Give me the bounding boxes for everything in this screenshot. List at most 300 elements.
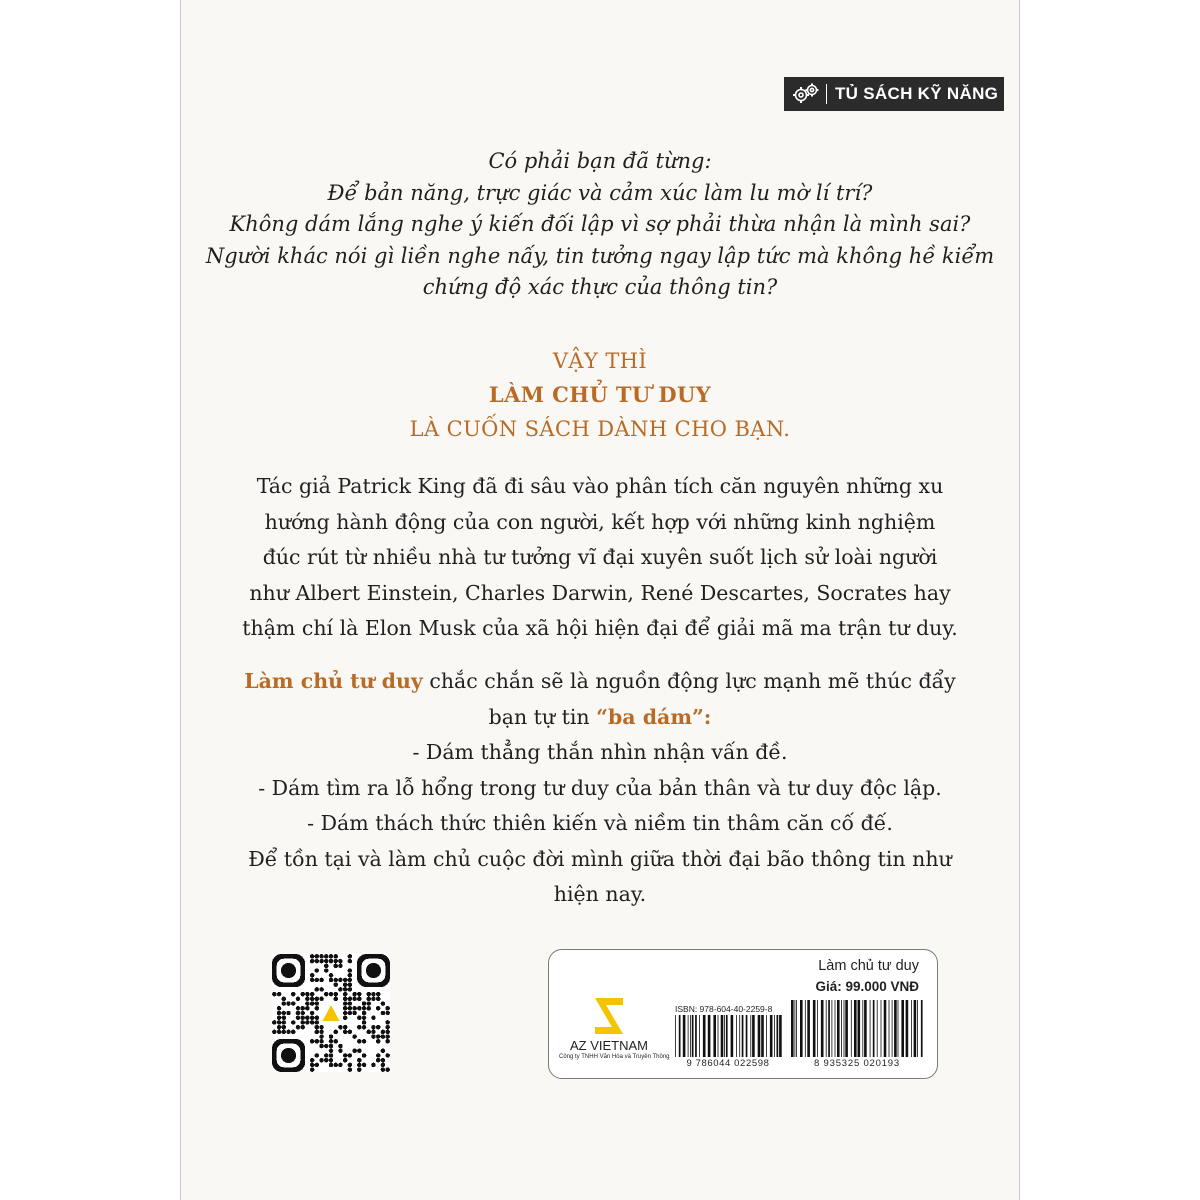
price-label: Giá: 99.000 VNĐ [815, 979, 919, 994]
description-line: hướng hành động của con người, kết hợp với những kinh nghiệm [264, 509, 936, 534]
barcode-bar [858, 1000, 861, 1057]
qr-module [338, 987, 343, 992]
barcode-bar [826, 1000, 827, 1057]
qr-module [272, 1020, 277, 1025]
qr-module [310, 992, 315, 997]
barcode-bar [870, 1000, 871, 1057]
qr-module [319, 1030, 324, 1035]
qr-module [338, 978, 343, 983]
qr-module [305, 1020, 310, 1025]
qr-module [296, 1011, 301, 1016]
barcode-bar [766, 1015, 767, 1057]
qr-module [277, 1011, 282, 1016]
barcode-bar [777, 1015, 779, 1057]
qr-module [338, 1063, 343, 1068]
isbn-digits: 9 786044 022598 [686, 1058, 770, 1069]
publisher-logo [559, 996, 670, 1072]
qr-module [357, 1048, 362, 1053]
qr-module [362, 1020, 367, 1025]
qr-module [352, 997, 357, 1002]
barcode-bar [892, 1000, 893, 1057]
qr-module [376, 992, 381, 997]
callout [200, 344, 1000, 446]
barcode-bar [884, 1000, 887, 1057]
qr-module [348, 954, 353, 959]
barcode-bar [690, 1015, 691, 1057]
qr-module [338, 1025, 343, 1030]
qr-module [300, 1006, 305, 1011]
barcode-bar [881, 1000, 882, 1057]
qr-module [282, 1025, 287, 1030]
qr-module [300, 992, 305, 997]
qr-module [343, 982, 348, 987]
qr-module [385, 1039, 390, 1044]
barcode-bar [699, 1015, 700, 1057]
qr-module [315, 1053, 320, 1058]
qr-module [333, 1030, 338, 1035]
qr-module [362, 1063, 367, 1068]
qr-module [315, 1015, 320, 1020]
qr-module [376, 1006, 381, 1011]
qr-module [343, 1025, 348, 1030]
qr-module [352, 992, 357, 997]
barcode-bar [758, 1015, 761, 1057]
qr-module [343, 1015, 348, 1020]
qr-module [352, 1034, 357, 1039]
qr-module [385, 1025, 390, 1030]
barcode-bar [692, 1015, 694, 1057]
qr-module [296, 1025, 301, 1030]
barcode-bar [683, 1015, 686, 1057]
qr-module [362, 1001, 367, 1006]
qr-module [324, 1058, 329, 1063]
qr-module [366, 1030, 371, 1035]
barcode-bar [921, 1000, 923, 1057]
qr-module [319, 1025, 324, 1030]
pitch-text: chắc chắn sẽ là nguồn động lực mạnh mẽ thúc đẩy [422, 669, 956, 693]
qr-module [324, 959, 329, 964]
isbn-barcode [673, 1015, 783, 1057]
barcode-bar [877, 1000, 878, 1057]
qr-module [348, 997, 353, 1002]
qr-module [319, 987, 324, 992]
barcode-bar [724, 1015, 725, 1057]
barcode-bar [828, 1000, 830, 1057]
qr-module [362, 1053, 367, 1058]
qr-module [310, 959, 315, 964]
qr-module [371, 1025, 376, 1030]
qr-module [357, 1015, 362, 1020]
barcode-bar [761, 1015, 764, 1057]
qr-module [324, 968, 329, 973]
qr-module [371, 997, 376, 1002]
qr-module [282, 1011, 287, 1016]
qr-module [315, 1025, 320, 1030]
qr-module [310, 1020, 315, 1025]
qr-module [381, 1067, 386, 1072]
qr-module [376, 1053, 381, 1058]
az-logo-icon [589, 996, 629, 1036]
qr-module [343, 987, 348, 992]
barcode-bar [844, 1000, 845, 1057]
qr-module [366, 1001, 371, 1006]
closing-line: hiện nay. [553, 882, 647, 906]
qr-module [315, 968, 320, 973]
series-tag [784, 77, 1004, 111]
barcode-bar [679, 1015, 681, 1057]
barcode-bar [862, 1000, 863, 1057]
series-label: TỦ SÁCH KỸ NĂNG [835, 84, 999, 103]
qr-module [343, 992, 348, 997]
qr-module [357, 1006, 362, 1011]
barcode-bar [774, 1015, 775, 1057]
qr-module [362, 1025, 367, 1030]
barcode-bar [718, 1015, 719, 1057]
qr-module [381, 1063, 386, 1068]
qr-module [357, 1039, 362, 1044]
qr-module [300, 1020, 305, 1025]
barcode-bar [805, 1000, 806, 1057]
barcode-bar [726, 1015, 728, 1057]
qr-module [371, 1030, 376, 1035]
barcode-bar [742, 1015, 744, 1057]
publisher-subtitle: Công ty TNHH Văn Hóa và Truyền Thông [559, 1054, 670, 1060]
qr-module [282, 997, 287, 1002]
barcode-bar [854, 1000, 857, 1057]
qr-module [277, 1020, 282, 1025]
barcode-bar [817, 1000, 818, 1057]
barcode-bar [688, 1015, 689, 1057]
barcode-bar [800, 1000, 803, 1057]
qr-module [291, 992, 296, 997]
qr-module [357, 1063, 362, 1068]
gears-icon [792, 82, 820, 106]
qr-module [357, 1058, 362, 1063]
qr-module [319, 1044, 324, 1049]
product-barcode [789, 1000, 925, 1057]
barcode-bar [731, 1015, 734, 1057]
qr-module [291, 1020, 296, 1025]
qr-module [348, 1063, 353, 1068]
qr-module [329, 1034, 334, 1039]
qr-module [376, 1039, 381, 1044]
qr-module [310, 1015, 315, 1020]
qr-module [381, 1048, 386, 1053]
qr-module [343, 978, 348, 983]
callout-line: VẬY THÌ [552, 349, 648, 373]
qr-module [348, 1067, 353, 1072]
barcode-bar [898, 1000, 899, 1057]
qr-module [343, 997, 348, 1002]
qr-module [329, 992, 334, 997]
qr-module [296, 1006, 301, 1011]
qr-module [343, 1006, 348, 1011]
barcode-bar [708, 1015, 711, 1057]
qr-module [272, 992, 277, 997]
qr-module [291, 1001, 296, 1006]
qr-module [376, 1058, 381, 1063]
qr-module [319, 1058, 324, 1063]
qr-module [385, 1030, 390, 1035]
qr-module [333, 954, 338, 959]
description-line: Tác giả Patrick King đã đi sâu vào phân tích căn nguyên những xu [256, 474, 944, 498]
barcode-bar [752, 1015, 755, 1057]
qr-module [319, 978, 324, 983]
qr-module [286, 1001, 291, 1006]
qr-module [329, 1048, 334, 1053]
callout-line: LÀ CUỐN SÁCH DÀNH CHO BẠN. [409, 417, 791, 441]
qr-module [348, 1011, 353, 1016]
qr-module [376, 1025, 381, 1030]
isbn-label: ISBN: 978-604-40-2259-8 [675, 1004, 773, 1014]
qr-module [362, 1011, 367, 1016]
qr-module [277, 992, 282, 997]
qr-module [362, 1039, 367, 1044]
barcode-bar [832, 1000, 833, 1057]
qr-module [371, 1015, 376, 1020]
qr-module [277, 1015, 282, 1020]
barcode-bar [901, 1000, 904, 1057]
intro-line: Không dám lắng nghe ý kiến đối lập vì sợ phải thừa nhận là mình sai? [229, 212, 971, 236]
qr-module [310, 1067, 315, 1072]
barcode-bar [821, 1000, 824, 1057]
qr-module [305, 992, 310, 997]
qr-module [319, 1039, 324, 1044]
qr-module [300, 1025, 305, 1030]
qr-module [282, 1020, 287, 1025]
qr-module [348, 959, 353, 964]
barcode-bar [841, 1000, 842, 1057]
barcode-bar [736, 1015, 737, 1057]
qr-module [343, 1058, 348, 1063]
dare-bullet: - Dám thẳng thắn nhìn nhận vấn đề. [412, 740, 788, 764]
barcode-bar [721, 1015, 724, 1057]
barcode-bar [695, 1015, 697, 1057]
barcode-bar [906, 1000, 909, 1057]
qr-module [348, 978, 353, 983]
barcode-bar [914, 1000, 917, 1057]
barcode-bar [746, 1015, 748, 1057]
qr-module [305, 997, 310, 1002]
qr-module [343, 1001, 348, 1006]
qr-module [310, 997, 315, 1002]
intro-line: Người khác nói gì liền nghe nấy, tin tưởng ngay lập tức mà không hề kiểm [205, 243, 995, 268]
qr-module [357, 992, 362, 997]
callout-book-title: LÀM CHỦ TƯ DUY [488, 382, 712, 407]
barcode-bar [770, 1015, 773, 1057]
qr-module [385, 1020, 390, 1025]
qr-module [329, 1058, 334, 1063]
barcode-bar [845, 1000, 848, 1057]
qr-module [385, 1034, 390, 1039]
qr-module [315, 1001, 320, 1006]
qr-module [324, 1044, 329, 1049]
qr-module [310, 1001, 315, 1006]
barcode-bar [779, 1015, 782, 1057]
barcode-bar [813, 1000, 816, 1057]
pitch [200, 664, 1000, 913]
description-line: đúc rút từ nhiều nhà tư tưởng vĩ đại xuyên suốt lịch sử loài người [262, 545, 938, 569]
qr-module [338, 959, 343, 964]
qr-module [296, 1015, 301, 1020]
qr-module [315, 1063, 320, 1068]
pitch-text: bạn tự tin [488, 704, 597, 729]
pitch-line [200, 700, 1000, 736]
qr-module [348, 1053, 353, 1058]
qr-module [282, 1015, 287, 1020]
three-dares: “ba dám”: [596, 704, 712, 729]
barcode-book-title: Làm chủ tư duy [818, 958, 919, 974]
qr-module [282, 1001, 287, 1006]
qr-module [319, 954, 324, 959]
qr-module [277, 1025, 282, 1030]
qr-module [333, 959, 338, 964]
qr-module [333, 1063, 338, 1068]
qr-module [381, 1058, 386, 1063]
intro-line: chứng độ xác thực của thông tin? [422, 275, 778, 299]
qr-module [348, 1006, 353, 1011]
product-digits: 8 935325 020193 [814, 1058, 900, 1069]
qr-module [315, 1039, 320, 1044]
barcode-bar [796, 1000, 797, 1057]
qr-module [333, 982, 338, 987]
qr-module [319, 1034, 324, 1039]
barcode-bar [889, 1000, 890, 1057]
qr-module [315, 959, 320, 964]
qr-module [348, 982, 353, 987]
barcode-bar [713, 1015, 716, 1057]
qr-module [310, 1039, 315, 1044]
qr-module [310, 1058, 315, 1063]
qr-module [324, 954, 329, 959]
qr-module [277, 1030, 282, 1035]
qr-module [333, 992, 338, 997]
qr-module [329, 1044, 334, 1049]
qr-module [357, 1067, 362, 1072]
qr-module [305, 1006, 310, 1011]
qr-module [329, 959, 334, 964]
qr-module [315, 1020, 320, 1025]
qr-module [310, 954, 315, 959]
qr-module [319, 959, 324, 964]
barcode-bar [917, 1000, 918, 1057]
description-line: thậm chí là Elon Musk của xã hội hiện đại để giải mã ma trận tư duy. [242, 616, 958, 640]
barcode-bar [864, 1000, 867, 1057]
qr-module [305, 1015, 310, 1020]
qr-module [329, 1063, 334, 1068]
qr-module [338, 1048, 343, 1053]
qr-module [385, 1067, 390, 1072]
qr-module [333, 964, 338, 969]
dare-bullet: - Dám thách thức thiên kiến và niềm tin thâm căn cố đế. [307, 811, 893, 835]
barcode-bar [851, 1000, 852, 1057]
qr-module [357, 1025, 362, 1030]
qr-module [338, 1044, 343, 1049]
dare-bullet: - Dám tìm ra lỗ hổng trong tư duy của bản thân và tư duy độc lập. [258, 775, 942, 800]
barcode-bar [675, 1015, 676, 1057]
barcode-bar [750, 1015, 751, 1057]
qr-code[interactable] [272, 954, 390, 1072]
qr-module [305, 1001, 310, 1006]
barcode-bar [807, 1000, 810, 1057]
qr-module [324, 964, 329, 969]
barcode-bar [894, 1000, 897, 1057]
qr-module [381, 1034, 386, 1039]
qr-module [376, 997, 381, 1002]
qr-module [315, 987, 320, 992]
barcode-bar [795, 1000, 796, 1057]
qr-module [352, 1006, 357, 1011]
barcode-bar [837, 1000, 840, 1057]
qr-module [371, 992, 376, 997]
qr-module [315, 1006, 320, 1011]
qr-module [385, 1053, 390, 1058]
qr-module [329, 1039, 334, 1044]
qr-module [315, 978, 320, 983]
closing-line: Để tồn tại và làm chủ cuộc đời mình giữa thời đại bão thông tin như [248, 846, 952, 871]
qr-module [371, 1034, 376, 1039]
qr-module [300, 1011, 305, 1016]
qr-module [329, 973, 334, 978]
qr-module [300, 1015, 305, 1020]
qr-module [329, 954, 334, 959]
qr-module [291, 1030, 296, 1035]
qr-module [315, 997, 320, 1002]
qr-module [348, 968, 353, 973]
qr-module [315, 1030, 320, 1035]
qr-module [333, 978, 338, 983]
qr-module [371, 1063, 376, 1068]
qr-module [329, 1053, 334, 1058]
qr-module [366, 997, 371, 1002]
qr-module [366, 1006, 371, 1011]
intro-line: Để bản năng, trực giác và cảm xúc làm lu mờ lí trí? [327, 180, 873, 205]
qr-module [338, 964, 343, 969]
tag-divider [826, 84, 827, 104]
barcode-bar [911, 1000, 912, 1057]
qr-module [329, 978, 334, 983]
qr-module [286, 1030, 291, 1035]
qr-module [352, 1011, 357, 1016]
barcode-panel [548, 949, 938, 1079]
qr-module [343, 1030, 348, 1035]
qr-module [324, 1053, 329, 1058]
qr-module [381, 1011, 386, 1016]
qr-module [348, 987, 353, 992]
qr-module [385, 1011, 390, 1016]
qr-module [348, 973, 353, 978]
barcode-bar [739, 1015, 740, 1057]
qr-module [315, 954, 320, 959]
qr-module [310, 1011, 315, 1016]
qr-module [381, 1030, 386, 1035]
qr-module [286, 1011, 291, 1016]
qr-module [348, 1001, 353, 1006]
qr-module [296, 997, 301, 1002]
qr-module [343, 1011, 348, 1016]
qr-module [362, 1006, 367, 1011]
qr-module [333, 1039, 338, 1044]
description-line: như Albert Einstein, Charles Darwin, René Descartes, Socrates hay [249, 580, 951, 605]
qr-module [348, 1030, 353, 1035]
pitch-line [200, 664, 1000, 700]
barcode-bar [873, 1000, 875, 1057]
qr-module [282, 1030, 287, 1035]
qr-module [272, 1030, 277, 1035]
qr-module [385, 1006, 390, 1011]
barcode-bar [835, 1000, 836, 1057]
barcode-bar [791, 1000, 794, 1057]
